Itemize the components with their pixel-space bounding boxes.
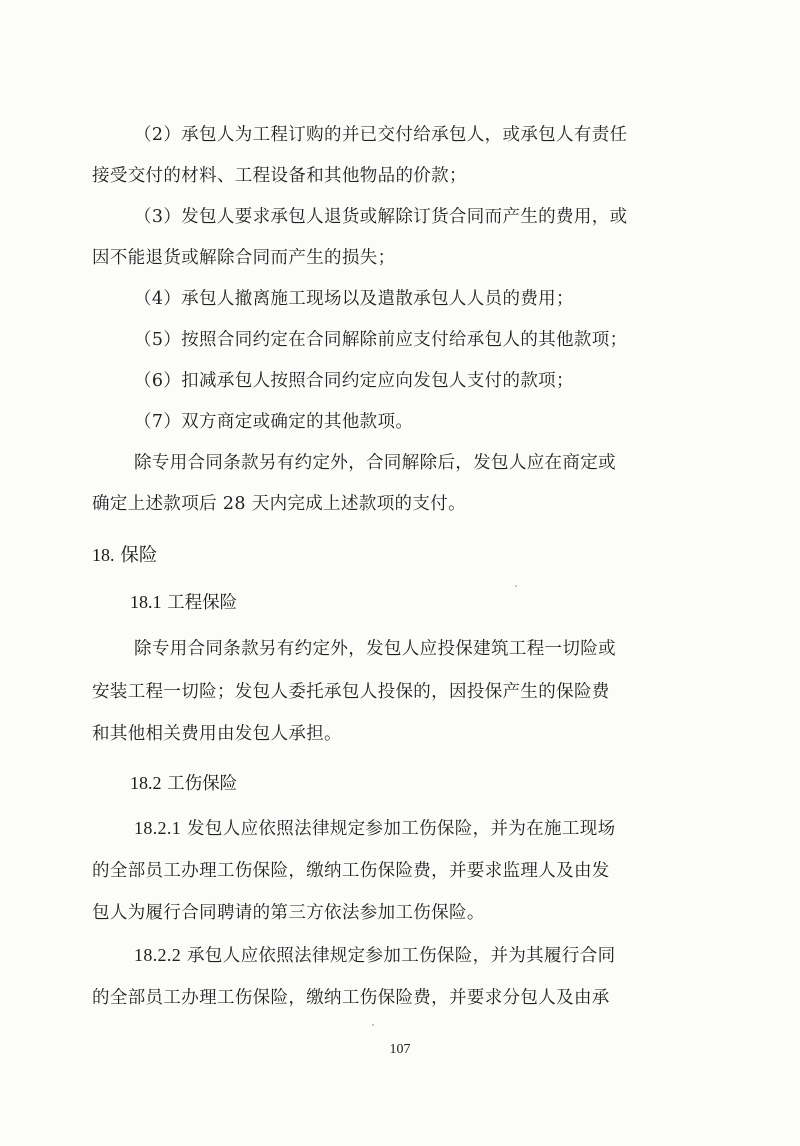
section-heading — [92, 543, 157, 568]
list-item: （6）扣减承包人按照合同约定应向发包人支付的款项； — [134, 371, 574, 391]
section-title: 保险 — [120, 545, 158, 566]
clause-text: 发包人应依照法律规定参加工伤保险，并为在施工现场 — [187, 819, 616, 839]
list-item: （7）双方商定或确定的其他款项。 — [134, 412, 414, 432]
paragraph-line: （3）发包人要求承包人退货或解除订货合同而产生的费用，或 — [134, 207, 628, 227]
subsection-number: 18.2 — [130, 773, 162, 793]
clause-text: 承包人应依照法律规定参加工伤保险，并为其履行合同 — [187, 946, 616, 966]
subsection-title: 工伤保险 — [167, 774, 238, 794]
paragraph-line: 的全部员工办理工伤保险，缴纳工伤保险费，并要求监理人及由发 — [92, 861, 610, 881]
paragraph-line: 因不能退货或解除合同而产生的损失； — [92, 248, 396, 268]
list-item: （4）承包人撤离施工现场以及遣散承包人人员的费用； — [134, 289, 574, 309]
paragraph-line: 除专用合同条款另有约定外，合同解除后，发包人应在商定或 — [134, 453, 616, 473]
paragraph-line: 和其他相关费用由发包人承担。 — [92, 724, 342, 744]
subsection-number: 18.1 — [130, 592, 162, 612]
paragraph-line: 安装工程一切险；发包人委托承包人投保的，因投保产生的保险费 — [92, 682, 610, 702]
section-number: 18. — [92, 545, 115, 565]
paragraph-line: 的全部员工办理工伤保险，缴纳工伤保险费，并要求分包人及由承 — [92, 988, 610, 1008]
subsection-heading — [130, 590, 237, 615]
clause-number: 18.2.2 — [134, 945, 182, 965]
subsection-heading — [130, 771, 237, 796]
subsection-title: 工程保险 — [167, 593, 238, 613]
page-number: 107 — [389, 1042, 411, 1057]
clause-number: 18.2.1 — [134, 818, 182, 838]
clause-line — [134, 816, 615, 841]
paragraph-line: 确定上述款项后 28 天内完成上述款项的支付。 — [92, 494, 466, 514]
paragraph-line: 除专用合同条款另有约定外，发包人应投保建筑工程一切险或 — [134, 639, 616, 659]
list-item: （5）按照合同约定在合同解除前应支付给承包人的其他款项； — [134, 330, 628, 350]
scan-speck — [515, 585, 517, 587]
paragraph-line: 接受交付的材料、工程设备和其他物品的价款； — [92, 166, 467, 186]
clause-line — [134, 943, 615, 968]
paragraph-line: 包人为履行合同聘请的第三方依法参加工伤保险。 — [92, 903, 485, 923]
paragraph-line: （2）承包人为工程订购的并已交付给承包人，或承包人有责任 — [134, 125, 628, 145]
scan-speck — [372, 1024, 374, 1026]
